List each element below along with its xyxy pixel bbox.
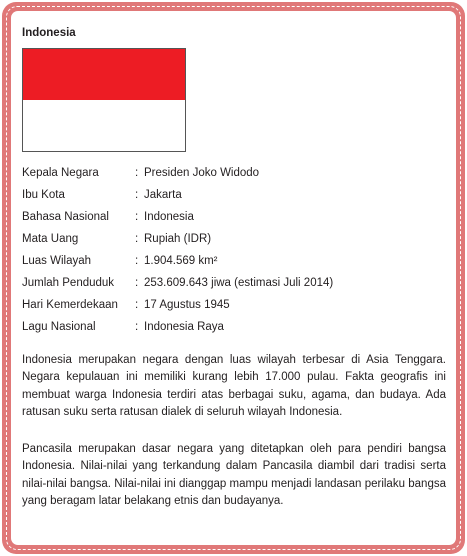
paragraph-pancasila: Pancasila merupakan dasar negara yang ditetapkan oleh para pendiri bangsa Indonesia. Nilai-nilai yang terkandung dalam Pancasila diambil dari tradisi serta nilai-nilai bangsa. Nilai-nilai ini dianggap mampu menjadi landasan perilaku bangsa yang beragam latar belakang etnis dan budayanya. (22, 443, 446, 508)
fact-value: Rupiah (IDR) (144, 233, 212, 245)
fact-value: Indonesia Raya (144, 321, 224, 333)
fact-separator: : (135, 189, 139, 201)
fact-separator: : (135, 167, 139, 179)
fact-row-area (22, 250, 442, 272)
fact-label: Luas Wilayah (22, 255, 92, 267)
fact-value: Presiden Joko Widodo (144, 167, 260, 179)
fact-label: Ibu Kota (22, 189, 65, 201)
fact-label: Hari Kemerdekaan (22, 299, 118, 311)
fact-label: Mata Uang (22, 233, 79, 245)
fact-row-head-of-state (22, 162, 442, 184)
flag-white-stripe (23, 100, 185, 151)
flag-red-stripe (23, 49, 185, 100)
fact-label: Lagu Nasional (22, 321, 96, 333)
fact-separator: : (135, 255, 139, 267)
facts-list (22, 162, 442, 338)
fact-row-population (22, 272, 442, 294)
fact-row-anthem (22, 316, 442, 338)
fact-row-capital (22, 184, 442, 206)
fact-value: Jakarta (144, 189, 182, 201)
fact-value: 17 Agustus 1945 (144, 299, 230, 311)
fact-label: Jumlah Penduduk (22, 277, 115, 289)
fact-value: 253.609.643 jiwa (estimasi Juli 2014) (144, 277, 334, 289)
card-title: Indonesia (22, 27, 76, 39)
paragraph-geography: Indonesia merupakan negara dengan luas wilayah terbesar di Asia Tenggara. Negara kepulauan ini memiliki kurang lebih 17.000 pulau. Fakta geografis ini membuat warga Indonesia terdiri atas berbagai suku, agama, dan budaya. Ada ratusan suku serta ratusan dialek di seluruh wilayah Indonesia. (22, 354, 446, 419)
fact-separator: : (135, 299, 139, 311)
fact-separator: : (135, 211, 139, 223)
fact-separator: : (135, 233, 139, 245)
fact-value: Indonesia (144, 211, 194, 223)
fact-row-language (22, 206, 442, 228)
indonesia-flag (22, 48, 186, 152)
fact-separator: : (135, 321, 139, 333)
fact-row-independence-day (22, 294, 442, 316)
fact-label: Bahasa Nasional (22, 211, 109, 223)
fact-label: Kepala Negara (22, 167, 99, 179)
fact-row-currency (22, 228, 442, 250)
fact-value: 1.904.569 km² (144, 255, 218, 267)
fact-separator: : (135, 277, 139, 289)
